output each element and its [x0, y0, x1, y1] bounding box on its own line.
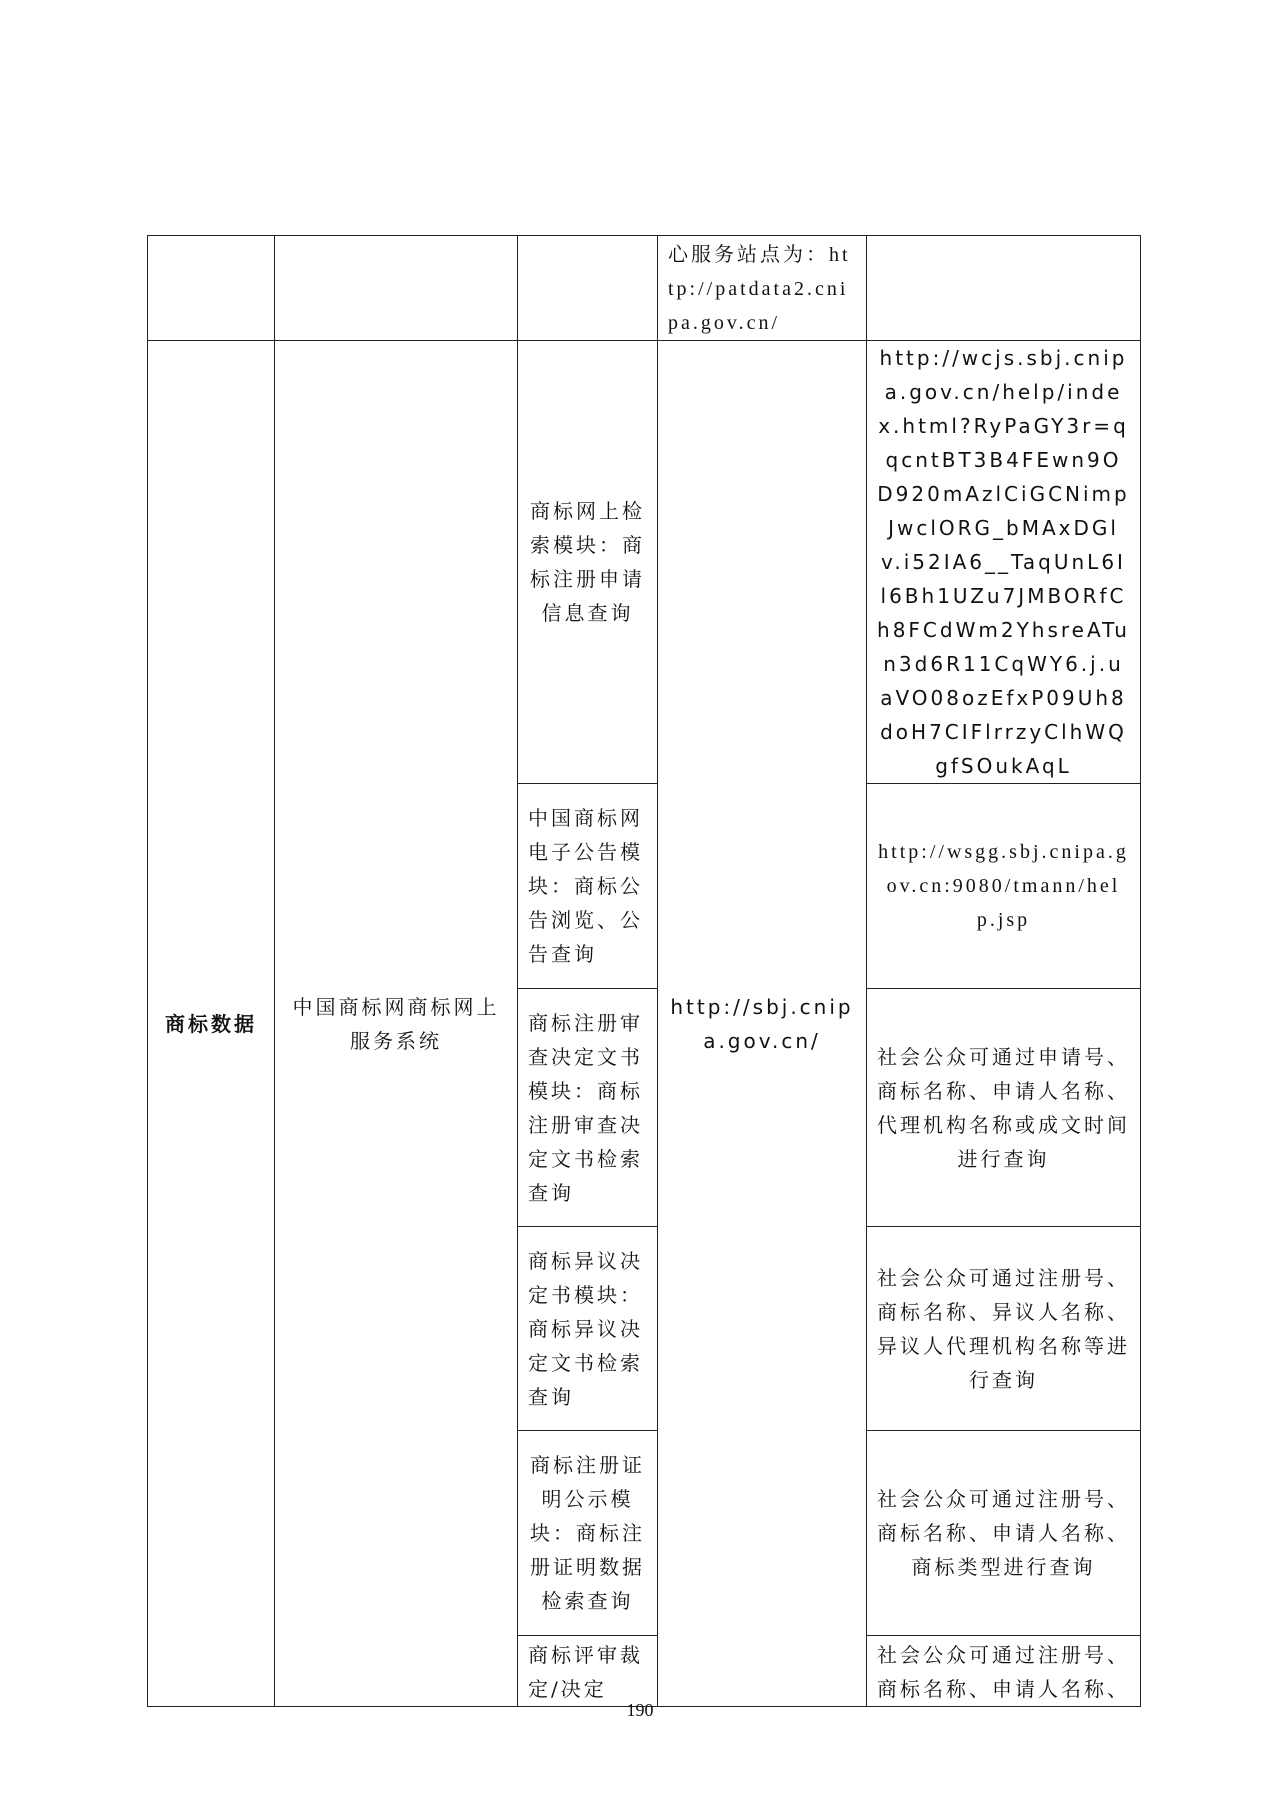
module-note: 社会公众可通过注册号、商标名称、异议人名称、异议人代理机构名称等进行查询	[867, 1227, 1141, 1431]
module-note: http://wsgg.sbj.cnipa.gov.cn:9080/tmann/help.jsp	[867, 784, 1141, 989]
module-name: 商标评审裁定/决定	[518, 1636, 658, 1707]
data-resource-table	[147, 235, 1141, 1707]
module-note: http://wcjs.sbj.cnipa.gov.cn/help/index.html?RyPaGY3r=qqcntBT3B4FEwn9OD920mAzlCiGCNimpJwclORG_bMAxDGlv.i52IA6__TaqUnL6Il6Bh1UZu7JMBORfCh8FCdWm2YhsreATun3d6R11CqWY6.j.uaVO08ozEfxP09Uh8doH7CIFlrrzyClhWQgfSOukAqL	[867, 341, 1141, 784]
module-name: 商标异议决定书模块：商标异议决定文书检索查询	[518, 1227, 658, 1431]
table-row	[148, 236, 1141, 341]
module-note: 社会公众可通过注册号、商标名称、申请人名称、	[867, 1636, 1141, 1707]
module-note: 社会公众可通过申请号、商标名称、申请人名称、代理机构名称或成文时间进行查询	[867, 989, 1141, 1227]
module-name: 商标注册审查决定文书模块：商标注册审查决定文书检索查询	[518, 989, 658, 1227]
module-name: 中国商标网电子公告模块：商标公告浏览、公告查询	[518, 784, 658, 989]
cell-empty	[148, 236, 275, 341]
module-note: 社会公众可通过注册号、商标名称、申请人名称、商标类型进行查询	[867, 1431, 1141, 1636]
site-url-cell: http://sbj.cnipa.gov.cn/	[658, 341, 867, 1707]
cell-empty	[275, 236, 518, 341]
cell-empty	[518, 236, 658, 341]
module-name: 商标网上检索模块：商标注册申请信息查询	[518, 341, 658, 784]
category-cell: 商标数据	[148, 341, 275, 1707]
module-name: 商标注册证明公示模块：商标注册证明数据检索查询	[518, 1431, 658, 1636]
cell-empty	[867, 236, 1141, 341]
system-name-cell: 中国商标网商标网上服务系统	[275, 341, 518, 1707]
page-number: 190	[626, 1700, 654, 1720]
service-site-note: 心服务站点为：http://patdata2.cnipa.gov.cn/	[658, 236, 867, 341]
table-row	[148, 341, 1141, 784]
